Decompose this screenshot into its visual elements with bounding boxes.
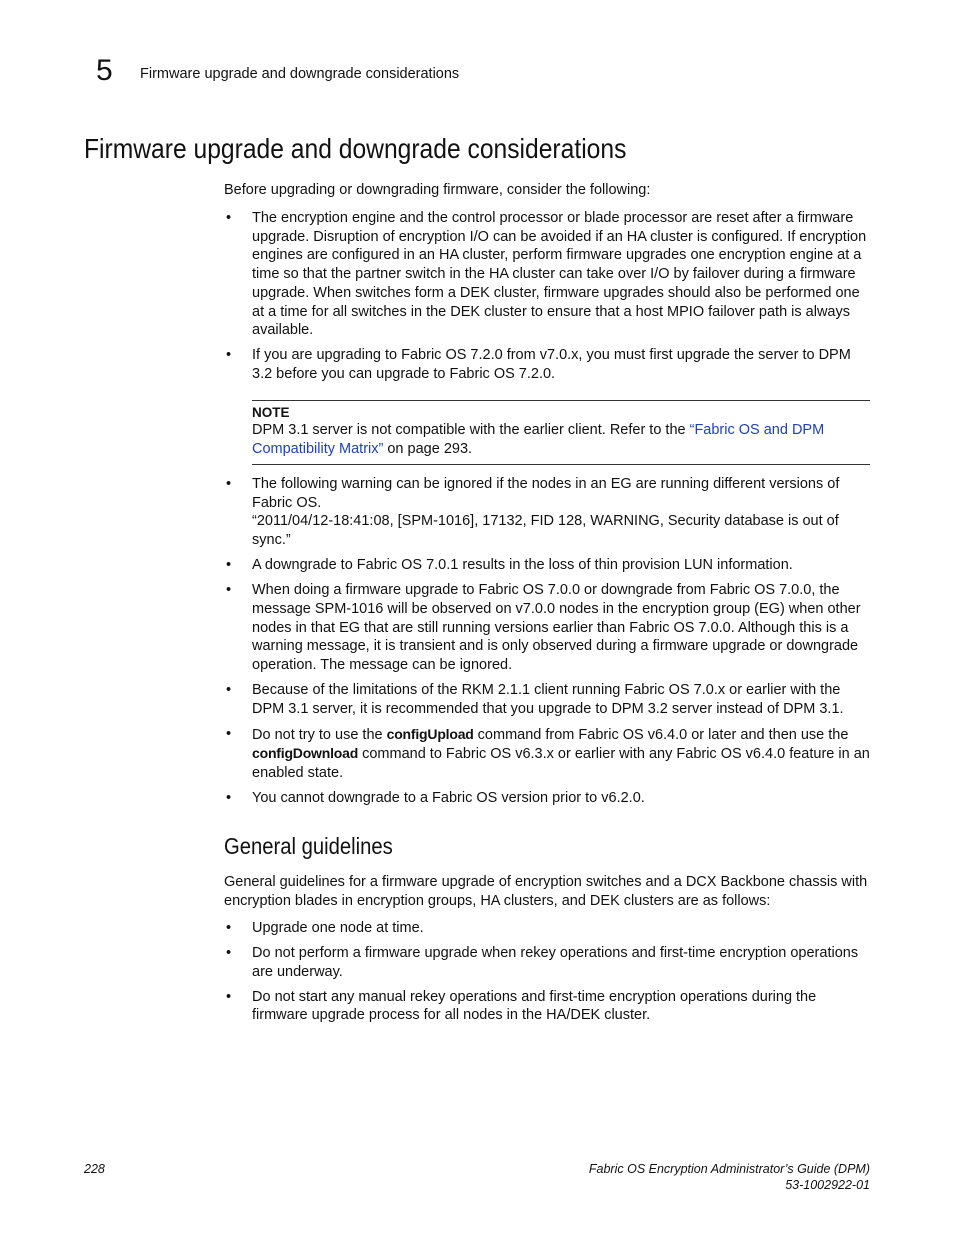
- list-item: • A downgrade to Fabric OS 7.0.1 results in the loss of thin provision LUN information.: [224, 556, 870, 575]
- footer-doc-info: [589, 1162, 870, 1193]
- config-upload-command: configUpload: [386, 725, 474, 742]
- bullet-list-top: [224, 209, 870, 390]
- config-download-command: configDownload: [252, 745, 359, 762]
- warning-text: The following warning can be ignored if the nodes in an EG are running different versions of Fabric OS.: [252, 476, 840, 511]
- list-item: • The encryption engine and the control processor or blade processor are reset after a firmware upgrade. Disruption of encryption I/O can be avoided if an HA cluster is configured. If encryption engines are configured in an HA cluster, perform firmware upgrades one encryption engine at a time so that the partner switch in the HA cluster can take over I/O by failover during a firmware upgrade. When switches form a DEK cluster, firmware upgrades should also be performed one at a time for all switches in the DEK cluster to ensure that a host MPIO failover path is always available.: [224, 209, 870, 340]
- page-number: 228: [84, 1162, 105, 1176]
- general-intro: General guidelines for a firmware upgrade of encryption switches and a DCX Backbone chassis with encryption blades in encryption groups, HA clusters, and DEK clusters are as follows:: [224, 874, 868, 909]
- section-heading: General guidelines: [224, 833, 393, 859]
- note-text: DPM 3.1 server is not compatible with the earlier client. Refer to the: [252, 422, 690, 438]
- list-item: • When doing a firmware upgrade to Fabric OS 7.0.0 or downgrade from Fabric OS 7.0.0, the message SPM-1016 will be observed on v7.0.0 nodes in the encryption group (EG) when other nodes in that EG that are still running versions earlier than Fabric OS 7.0.0. Although this is a warning message, it is transient and is only observed during a firmware upgrade or downgrade operation. The message can be ignored.: [224, 581, 870, 675]
- config-text: Do not try to use the: [252, 726, 387, 743]
- note-label: NOTE: [252, 405, 290, 420]
- list-item: • Upgrade one node at time.: [224, 919, 870, 938]
- doc-title: Fabric OS Encryption Administrator’s Guide (DPM): [588, 1162, 870, 1176]
- config-text: command from Fabric OS v6.4.0 or later and then use the: [473, 726, 849, 743]
- running-title: Firmware upgrade and downgrade considerations: [140, 66, 460, 82]
- general-bullet-list: [224, 919, 870, 1031]
- page-title: Firmware upgrade and downgrade considerations: [84, 133, 627, 164]
- list-item: [224, 475, 870, 550]
- note-text-end: on page 293.: [383, 440, 473, 457]
- doc-number: 53-1002922-01: [785, 1177, 870, 1192]
- chapter-number: 5: [96, 54, 113, 87]
- intro-paragraph: Before upgrading or downgrading firmware, consider the following:: [224, 182, 651, 198]
- config-text: command to Fabric OS v6.3.x or earlier with any Fabric OS v6.4.0 feature in an enabled state.: [252, 746, 870, 782]
- list-item: [224, 725, 870, 783]
- bullet-list-main: [224, 475, 870, 814]
- note-box: [252, 400, 870, 465]
- list-item: • If you are upgrading to Fabric OS 7.2.0 from v7.0.x, you must first upgrade the server to DPM 3.2 before you can upgrade to Fabric OS 7.2.0.: [224, 346, 870, 383]
- compatibility-matrix-link[interactable]: “Fabric OS and DPM Compatibility Matrix”: [252, 422, 825, 457]
- list-item: • You cannot downgrade to a Fabric OS version prior to v6.2.0.: [224, 789, 870, 808]
- list-item: • Do not perform a firmware upgrade when rekey operations and first-time encryption operations are underway.: [224, 944, 870, 981]
- list-item: • Because of the limitations of the RKM 2.1.1 client running Fabric OS 7.0.x or earlier with the DPM 3.1 server, it is recommended that you upgrade to DPM 3.2 server instead of DPM 3.1.: [224, 681, 870, 718]
- warning-message: “2011/04/12-18:41:08, [SPM-1016], 17132, FID 128, WARNING, Security database is out of sync.”: [252, 513, 839, 549]
- list-item: • Do not start any manual rekey operations and first-time encryption operations during the firmware upgrade process for all nodes in the HA/DEK cluster.: [224, 988, 870, 1025]
